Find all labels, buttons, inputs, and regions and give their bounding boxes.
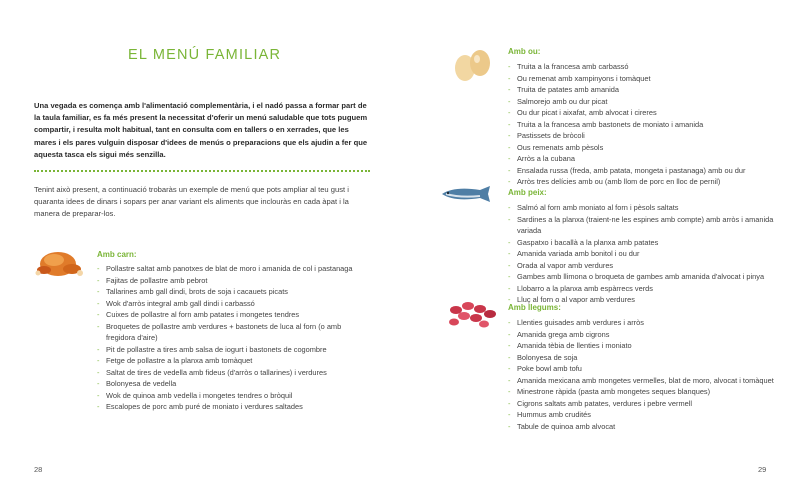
list-item: - Wok d'arròs integral amb gall dindi i carbassó: [97, 298, 367, 310]
eggs-icon: [450, 44, 496, 84]
list-item: - Cigrons saltats amb patates, verdures i pebre vermell: [508, 398, 783, 410]
list-carn: [97, 263, 367, 413]
page-number-left: 28: [34, 465, 43, 474]
list-item: - Wok de quinoa amb vedella i mongetes tendres o bròquil: [97, 390, 367, 402]
list-peix: [508, 202, 783, 306]
list-item: - Minestrone ràpida (pasta amb mongetes seques blanques): [508, 386, 783, 398]
list-item: - Amanida mexicana amb mongetes vermelles, blat de moro, alvocat i tomàquet: [508, 375, 783, 387]
intro-paragraph: Una vegada es comença amb l'alimentació complementària, i el nadó passa a formar part de la taula familiar, es fa més present la necessitat d'oferir un menú saludable que tots puguem compartir, i resulta molt habitual, tant en consulta com en tallers o en xerrades, que les mares i els pares vulguin disposar d'idees de menús o preparacions que els ajudin a fer que aquesta tasca els sigui més senzilla.: [34, 101, 368, 159]
list-item: - Arròs a la cubana: [508, 153, 783, 165]
list-item: - Poke bowl amb tofu: [508, 363, 783, 375]
list-item: - Broquetes de pollastre amb verdures + bastonets de luca al forn (o amb fregidora d'aire): [97, 321, 367, 344]
list-item: - Arròs tres delícies amb ou (amb llom de porc en lloc de pernil): [508, 176, 783, 188]
list-item: - Llenties guisades amb verdures i arròs: [508, 317, 783, 329]
list-item: - Tabule de quinoa amb alvocat: [508, 421, 783, 433]
intro2-paragraph: Tenint això present, a continuació trobaràs un exemple de menú que pots ampliar al teu gust i quaranta idees de dinars i sopars per anar variant els aliments que inclouràs en cada àpat i la manera de preparar-los.: [34, 185, 349, 219]
list-item: - Fetge de pollastre a la planxa amb tomàquet: [97, 355, 367, 367]
list-item: - Fajitas de pollastre amb pebrot: [97, 275, 367, 287]
list-llegums: [508, 317, 783, 432]
list-item: - Cuixes de pollastre al forn amb patates i mongetes tendres: [97, 309, 367, 321]
section-heading-llegums: Amb llegums:: [508, 303, 561, 312]
list-item: - Ou dur picat i aixafat, amb alvocat i cireres: [508, 107, 783, 119]
list-item: - Bolonyesa de vedella: [97, 378, 367, 390]
list-item: - Ou remenat amb xampinyons i tomàquet: [508, 73, 783, 85]
list-item: - Lluç al forn o al vapor amb verdures: [508, 294, 783, 306]
list-item: - Hummus amb crudités: [508, 409, 783, 421]
list-item: - Salmó al forn amb moniato al forn i pèsols saltats: [508, 202, 783, 214]
list-item: - Escalopes de porc amb puré de moniato i verdures saltades: [97, 401, 367, 413]
list-item: - Salmorejo amb ou dur picat: [508, 96, 783, 108]
list-item: - Amanida variada amb bonitol i ou dur: [508, 248, 783, 260]
list-item: - Truita a la francesa amb carbassó: [508, 61, 783, 73]
right-page: [400, 0, 800, 494]
list-item: - Gambes amb llimona o broqueta de gambes amb amanida d'alvocat i pinya: [508, 271, 783, 283]
list-item: - Gaspatxo i bacallà a la planxa amb patates: [508, 237, 783, 249]
section-heading-ou: Amb ou:: [508, 47, 541, 56]
beans-icon: [444, 298, 500, 332]
dotted-divider: [34, 170, 370, 172]
list-item: - Amanida grega amb cigrons: [508, 329, 783, 341]
fish-icon: [440, 186, 498, 202]
list-item: - Pollastre saltat amb panotxes de blat de moro i amanida de col i pastanaga: [97, 263, 367, 275]
list-item: - Orada al vapor amb verdures: [508, 260, 783, 272]
list-item: - Ensalada russa (freda, amb patata, mongeta i pastanaga) amb ou dur: [508, 165, 783, 177]
list-item: - Bolonyesa de soja: [508, 352, 783, 364]
list-item: - Truita de patates amb amanida: [508, 84, 783, 96]
roast-chicken-icon: [34, 243, 86, 281]
list-item: - Sardines a la planxa (traient-ne les espines amb compte) amb arròs i amanida variada: [508, 214, 783, 237]
section-heading-carn: Amb carn:: [97, 250, 137, 259]
page-number-right: 29: [758, 465, 767, 474]
list-item: - Ous remenats amb pèsols: [508, 142, 783, 154]
page-title: EL MENÚ FAMILIAR: [128, 47, 282, 63]
list-item: - Pastissets de bròcoli: [508, 130, 783, 142]
list-item: - Tallarines amb gall dindi, brots de soja i cacauets picats: [97, 286, 367, 298]
list-ou: [508, 61, 783, 188]
list-item: - Truita a la francesa amb bastonets de moniato i amanida: [508, 119, 783, 131]
list-item: - Llobarro a la planxa amb espàrrecs verds: [508, 283, 783, 295]
list-item: - Saltat de tires de vedella amb fideus (d'arròs o tallarines) i verdures: [97, 367, 367, 379]
list-item: - Amanida tèbia de llenties i moniato: [508, 340, 783, 352]
section-heading-peix: Amb peix:: [508, 188, 547, 197]
list-item: - Pit de pollastre a tires amb salsa de iogurt i bastonets de cogombre: [97, 344, 367, 356]
